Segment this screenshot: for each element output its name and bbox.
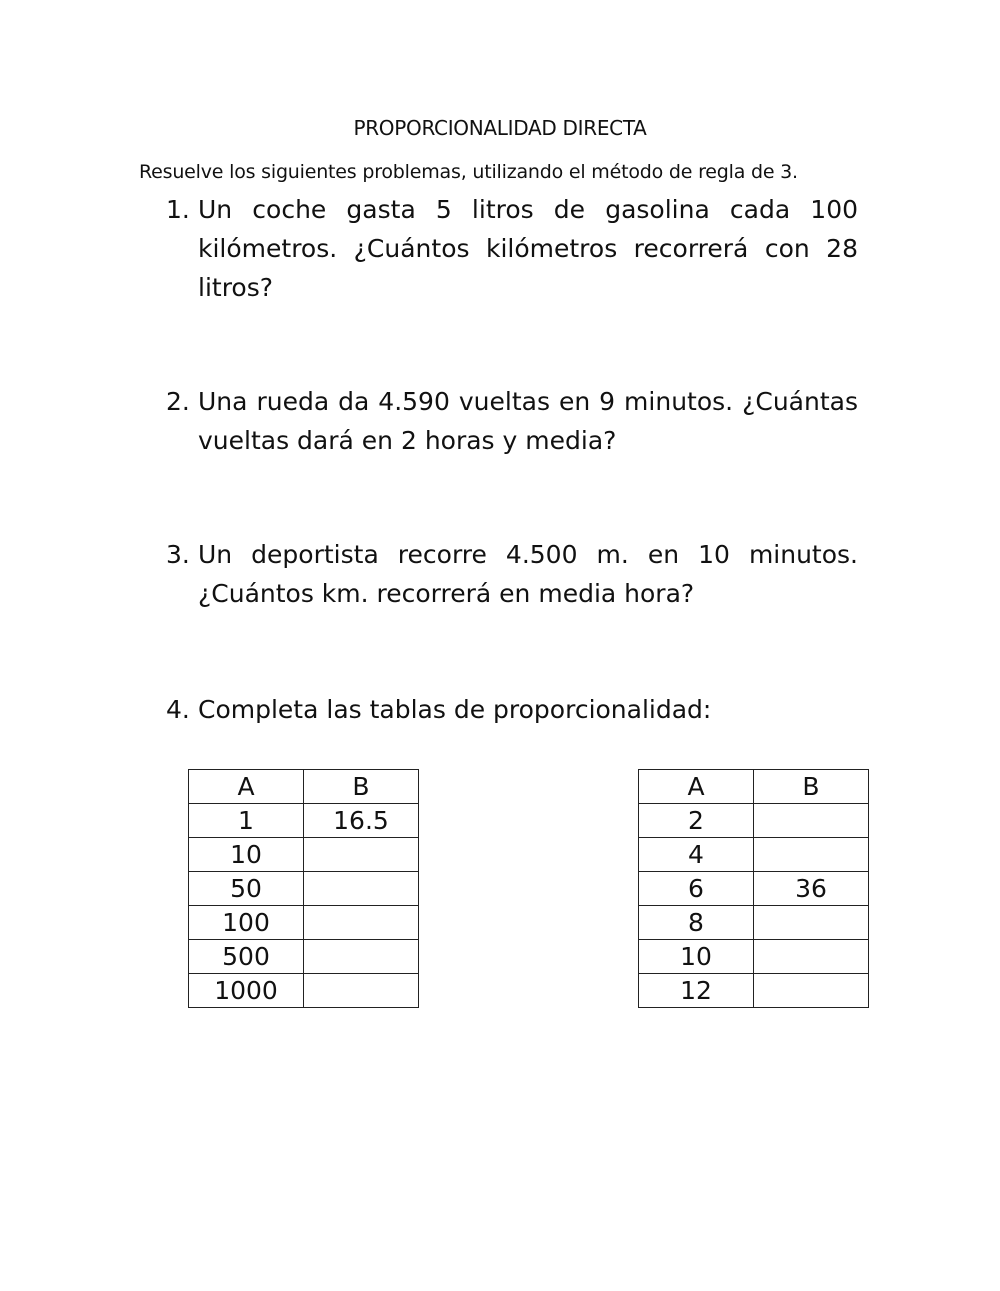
problem-number: 1.: [166, 195, 190, 224]
problem-number: 4.: [166, 695, 190, 724]
cell-a: 6: [639, 872, 754, 906]
cell-b[interactable]: 36: [754, 872, 869, 906]
problem-text: Un deportista recorre 4.500 m. en 10 minutos. ¿Cuántos km. recorrerá en media hora?: [198, 540, 858, 608]
table-row: [189, 906, 419, 940]
problem-2: [166, 382, 858, 460]
problem-number: 3.: [166, 540, 190, 569]
cell-b[interactable]: [304, 940, 419, 974]
cell-a: 4: [639, 838, 754, 872]
cell-b[interactable]: [754, 906, 869, 940]
table-row: [189, 872, 419, 906]
cell-a: 10: [639, 940, 754, 974]
cell-a: 1000: [189, 974, 304, 1008]
problem-3: [166, 535, 858, 613]
cell-a: 2: [639, 804, 754, 838]
cell-b[interactable]: [304, 872, 419, 906]
problem-text: Completa las tablas de proporcionalidad:: [198, 695, 712, 724]
cell-a: 500: [189, 940, 304, 974]
table-header-row: [189, 770, 419, 804]
cell-b[interactable]: 16.5: [304, 804, 419, 838]
cell-b[interactable]: [754, 804, 869, 838]
table-row: [639, 838, 869, 872]
proportion-table-1: [188, 769, 419, 1008]
table-row: [189, 804, 419, 838]
page-title: PROPORCIONALIDAD DIRECTA: [353, 116, 647, 140]
table-row: [189, 974, 419, 1008]
table-row: [639, 940, 869, 974]
table-header-row: [639, 770, 869, 804]
header-cell-b: B: [754, 770, 869, 804]
instructions: Resuelve los siguientes problemas, utilizando el método de regla de 3.: [139, 161, 798, 183]
problem-number: 2.: [166, 387, 190, 416]
cell-a: 12: [639, 974, 754, 1008]
cell-b[interactable]: [754, 940, 869, 974]
header-cell-a: A: [189, 770, 304, 804]
header-cell-a: A: [639, 770, 754, 804]
cell-a: 10: [189, 838, 304, 872]
cell-a: 8: [639, 906, 754, 940]
cell-a: 1: [189, 804, 304, 838]
table-row: [189, 940, 419, 974]
problem-1: [166, 190, 858, 307]
table-row: [639, 906, 869, 940]
problem-text: Una rueda da 4.590 vueltas en 9 minutos. ¿Cuántas vueltas dará en 2 horas y media?: [198, 387, 858, 455]
problem-4: [166, 690, 858, 729]
table-row: [639, 804, 869, 838]
table-row: [189, 838, 419, 872]
proportion-table-2: [638, 769, 869, 1008]
cell-b[interactable]: [754, 974, 869, 1008]
header-cell-b: B: [304, 770, 419, 804]
cell-b[interactable]: [754, 838, 869, 872]
cell-a: 100: [189, 906, 304, 940]
table-row: [639, 974, 869, 1008]
cell-b[interactable]: [304, 906, 419, 940]
cell-b[interactable]: [304, 838, 419, 872]
problem-text: Un coche gasta 5 litros de gasolina cada 100 kilómetros. ¿Cuántos kilómetros recorrerá con 28 litros?: [198, 195, 858, 302]
table-row: [639, 872, 869, 906]
cell-a: 50: [189, 872, 304, 906]
cell-b[interactable]: [304, 974, 419, 1008]
